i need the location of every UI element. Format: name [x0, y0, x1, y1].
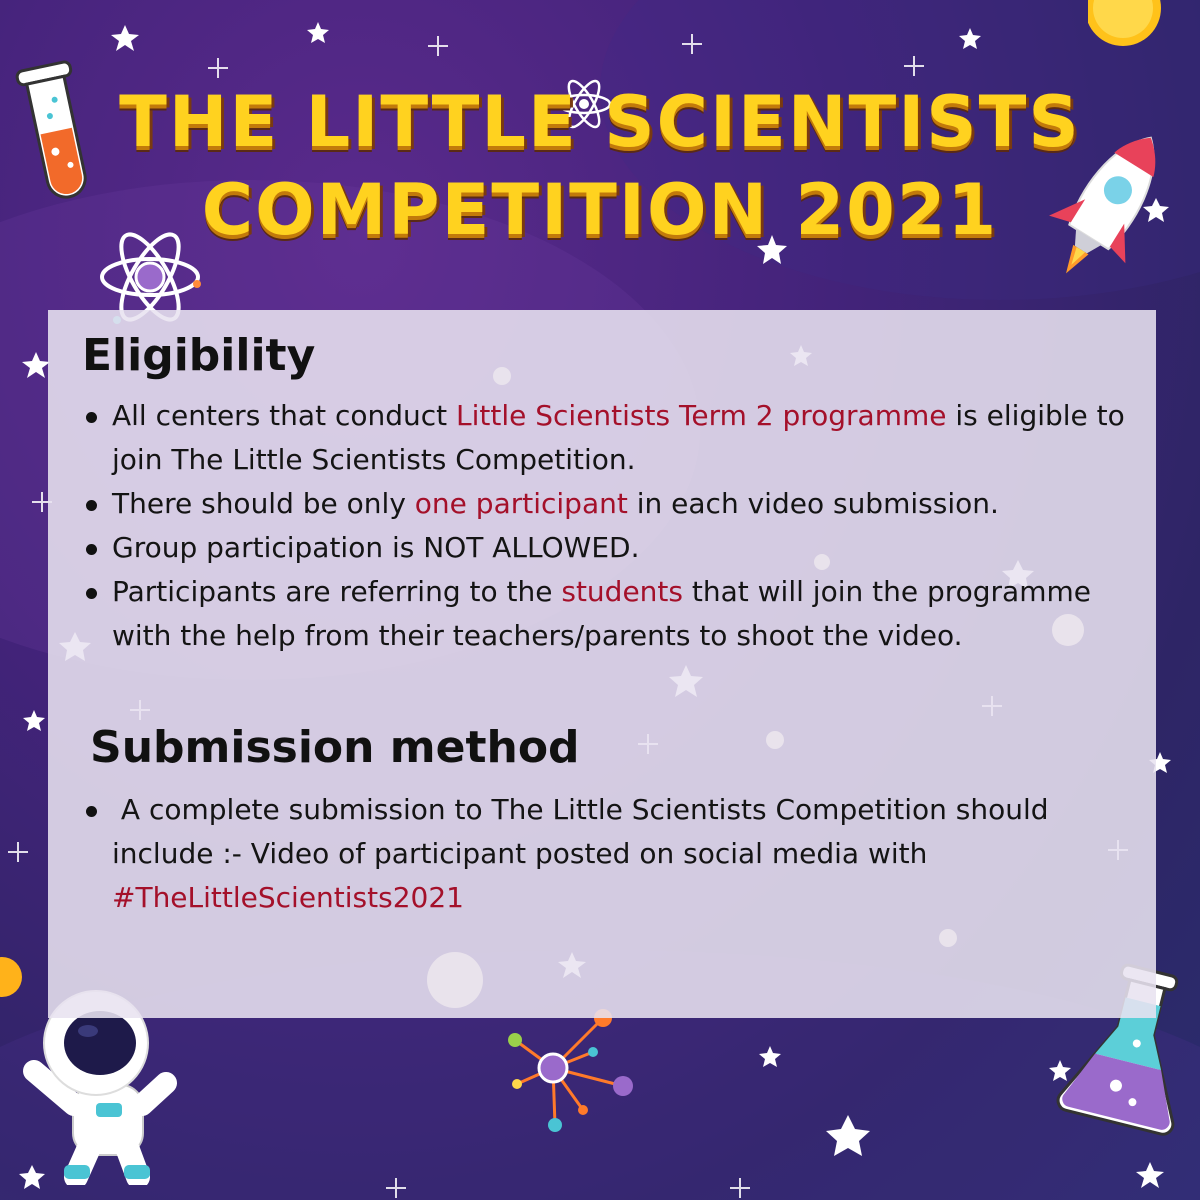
sparkle-icon [904, 56, 924, 76]
list-item: Participants are referring to the students that will join the programme with the help from their teachers/parents to shoot the video. [48, 570, 1138, 658]
highlight-text: students [561, 575, 683, 608]
highlight-text: one participant [414, 487, 628, 520]
sparkle-icon [8, 842, 28, 862]
star-icon [759, 1046, 781, 1067]
molecule-icon [495, 1000, 655, 1140]
star-icon [826, 1115, 870, 1156]
sparkle-icon [682, 34, 702, 54]
eligibility-heading: Eligibility [82, 330, 316, 381]
title-line-1: THE LITTLE SCIENTISTS [119, 81, 1081, 163]
star-icon [22, 352, 50, 378]
sparkle-icon [428, 36, 448, 56]
list-item: Group participation is NOT ALLOWED. [48, 526, 1138, 570]
moon-icon [1088, 0, 1168, 60]
list-item: All centers that conduct Little Scientists Term 2 programme is eligible to join The Little Scientists Competition. [48, 394, 1138, 482]
star-icon [23, 710, 45, 731]
star-icon [1136, 1162, 1164, 1188]
submission-list [48, 788, 1108, 920]
list-item: A complete submission to The Little Scientists Competition should include :- Video of participant posted on social media with #TheLittleScientists2021 [48, 788, 1108, 920]
sparkle-icon [730, 1178, 750, 1198]
sparkle-icon [386, 1178, 406, 1198]
submission-heading: Submission method [90, 722, 580, 773]
title-line-2: COMPETITION 2021 [201, 169, 999, 251]
list-item: There should be only one participant in each video submission. [48, 482, 1138, 526]
page-title [0, 80, 1200, 252]
sparkle-icon [208, 58, 228, 78]
content-panel [48, 310, 1156, 1018]
star-icon [959, 28, 981, 49]
eligibility-list [48, 394, 1138, 658]
star-icon [111, 25, 139, 51]
star-icon [307, 22, 329, 43]
hashtag-text: #TheLittleScientists2021 [112, 881, 464, 914]
highlight-text: Little Scientists Term 2 programme [456, 399, 947, 432]
